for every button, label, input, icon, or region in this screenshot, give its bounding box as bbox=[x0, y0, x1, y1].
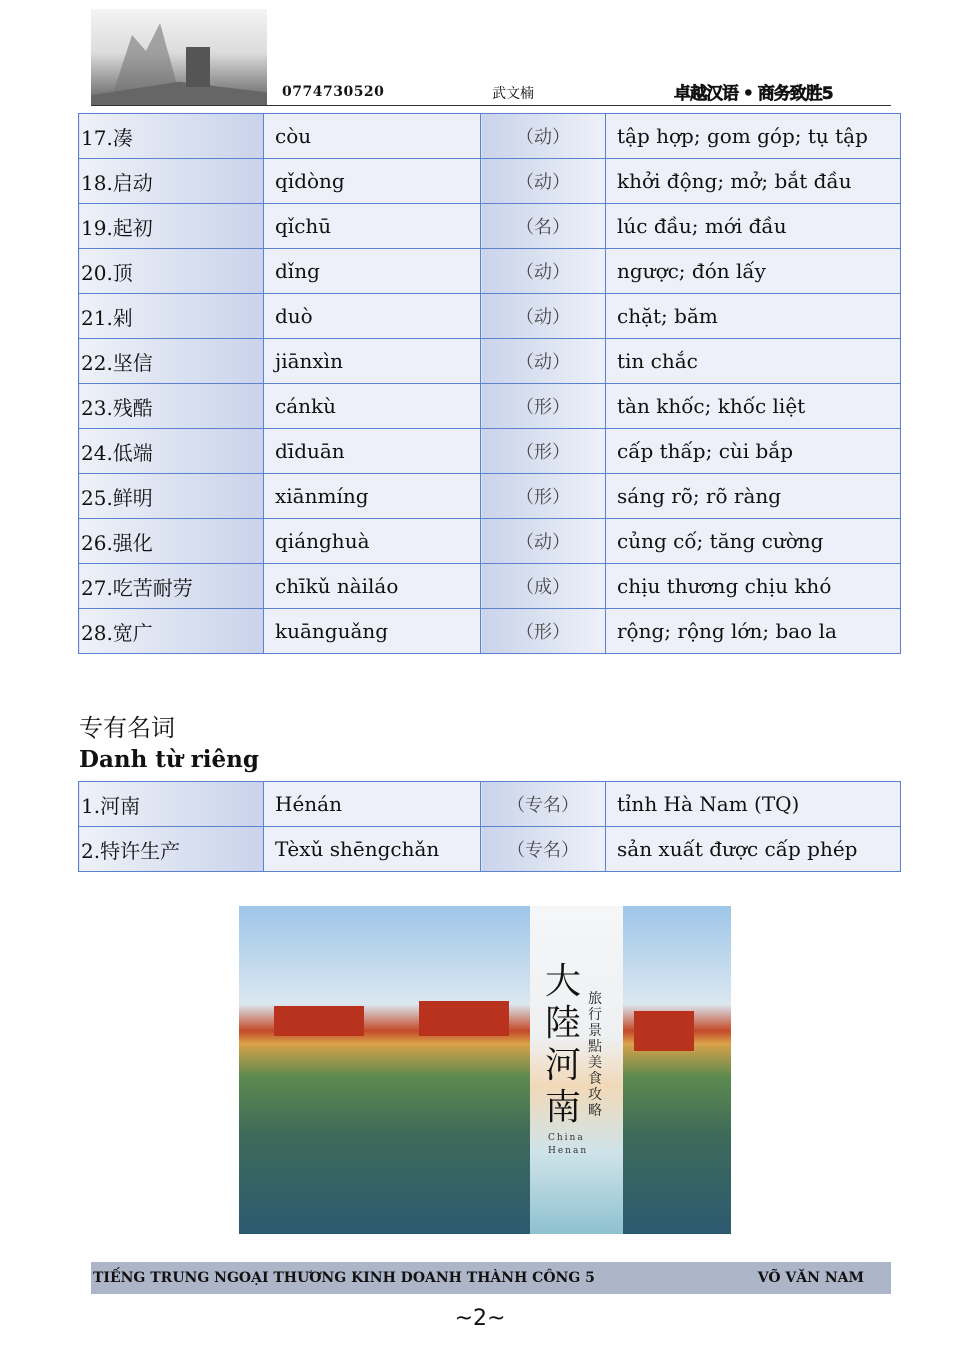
pinyin-cell: kuānguǎng bbox=[264, 609, 481, 654]
section-title-vi: Danh từ riêng bbox=[79, 746, 259, 773]
meaning-cell: khởi động; mở; bắt đầu bbox=[606, 159, 901, 204]
vocab-table bbox=[78, 113, 901, 654]
part-of-speech-cell: （动） bbox=[481, 339, 606, 384]
meaning-cell: củng cố; tăng cường bbox=[606, 519, 901, 564]
meaning-cell: sáng rõ; rõ ràng bbox=[606, 474, 901, 519]
section-title-cn: 专有名词 bbox=[79, 714, 175, 742]
header-divider bbox=[91, 105, 891, 106]
part-of-speech-cell: （名） bbox=[481, 204, 606, 249]
pinyin-cell: Tèxǔ shēngchǎn bbox=[264, 827, 481, 872]
photo-title-cn: 大陸河南 bbox=[545, 961, 582, 1128]
word-cell: 19.起初 bbox=[79, 204, 264, 249]
word-cell: 23.残酷 bbox=[79, 384, 264, 429]
photo-title-en-line: Henan bbox=[548, 1146, 589, 1156]
header-brand: 卓越汉语 • 商务致胜5 bbox=[674, 84, 833, 104]
table-row bbox=[79, 114, 901, 159]
table-row bbox=[79, 564, 901, 609]
henan-travel-photo bbox=[239, 906, 731, 1234]
pinyin-cell: duò bbox=[264, 294, 481, 339]
part-of-speech-cell: （形） bbox=[481, 384, 606, 429]
table-row bbox=[79, 519, 901, 564]
pinyin-cell: dǐng bbox=[264, 249, 481, 294]
photo-title-en-line: China bbox=[548, 1133, 585, 1143]
pinyin-cell: qǐchū bbox=[264, 204, 481, 249]
word-cell: 28.宽广 bbox=[79, 609, 264, 654]
table-row bbox=[79, 827, 901, 872]
part-of-speech-cell: （成） bbox=[481, 564, 606, 609]
pinyin-cell: còu bbox=[264, 114, 481, 159]
page-number: ~2~ bbox=[454, 1306, 506, 1331]
word-cell: 18.启动 bbox=[79, 159, 264, 204]
meaning-cell: tỉnh Hà Nam (TQ) bbox=[606, 782, 901, 827]
word-cell: 24.低端 bbox=[79, 429, 264, 474]
word-cell: 21.剁 bbox=[79, 294, 264, 339]
meaning-cell: tàn khốc; khốc liệt bbox=[606, 384, 901, 429]
table-row bbox=[79, 204, 901, 249]
meaning-cell: chịu thương chịu khó bbox=[606, 564, 901, 609]
word-cell: 17.凑 bbox=[79, 114, 264, 159]
meaning-cell: cấp thấp; cùi bắp bbox=[606, 429, 901, 474]
table-row bbox=[79, 384, 901, 429]
meaning-cell: chặt; băm bbox=[606, 294, 901, 339]
footer-author: VÕ VĂN NAM bbox=[757, 1270, 864, 1286]
photo-subtitle-cn: 旅行景點美食攻略 bbox=[588, 991, 602, 1119]
footer-bar bbox=[91, 1262, 891, 1294]
part-of-speech-cell: （动） bbox=[481, 294, 606, 339]
part-of-speech-cell: （专名） bbox=[481, 827, 606, 872]
header-phone: 0774730520 bbox=[282, 84, 385, 100]
pinyin-cell: chīkǔ nàiláo bbox=[264, 564, 481, 609]
pinyin-cell: cánkù bbox=[264, 384, 481, 429]
part-of-speech-cell: （形） bbox=[481, 474, 606, 519]
word-cell: 25.鲜明 bbox=[79, 474, 264, 519]
word-cell: 26.强化 bbox=[79, 519, 264, 564]
pinyin-cell: dīduān bbox=[264, 429, 481, 474]
table-row bbox=[79, 339, 901, 384]
word-cell: 27.吃苦耐劳 bbox=[79, 564, 264, 609]
table-row bbox=[79, 782, 901, 827]
word-cell: 1.河南 bbox=[79, 782, 264, 827]
pinyin-cell: qǐdòng bbox=[264, 159, 481, 204]
table-row bbox=[79, 249, 901, 294]
part-of-speech-cell: （形） bbox=[481, 429, 606, 474]
great-wall-logo-image bbox=[91, 9, 267, 106]
meaning-cell: sản xuất được cấp phép bbox=[606, 827, 901, 872]
meaning-cell: ngược; đón lấy bbox=[606, 249, 901, 294]
table-row bbox=[79, 294, 901, 339]
photo-title-banner bbox=[530, 906, 623, 1234]
part-of-speech-cell: （形） bbox=[481, 609, 606, 654]
part-of-speech-cell: （动） bbox=[481, 114, 606, 159]
table-row bbox=[79, 474, 901, 519]
meaning-cell: tin chắc bbox=[606, 339, 901, 384]
table-row bbox=[79, 609, 901, 654]
meaning-cell: tập hợp; gom góp; tụ tập bbox=[606, 114, 901, 159]
table-row bbox=[79, 159, 901, 204]
word-cell: 20.顶 bbox=[79, 249, 264, 294]
pinyin-cell: qiánghuà bbox=[264, 519, 481, 564]
part-of-speech-cell: （动） bbox=[481, 249, 606, 294]
proper-noun-table bbox=[78, 781, 901, 872]
meaning-cell: rộng; rộng lớn; bao la bbox=[606, 609, 901, 654]
footer-course-title: TIẾNG TRUNG NGOẠI THƯƠNG KINH DOANH THÀNH CÔNG 5 bbox=[93, 1270, 595, 1286]
word-cell: 22.坚信 bbox=[79, 339, 264, 384]
meaning-cell: lúc đầu; mới đầu bbox=[606, 204, 901, 249]
part-of-speech-cell: （动） bbox=[481, 519, 606, 564]
pinyin-cell: Hénán bbox=[264, 782, 481, 827]
part-of-speech-cell: （专名） bbox=[481, 782, 606, 827]
table-row bbox=[79, 429, 901, 474]
pinyin-cell: xiānmíng bbox=[264, 474, 481, 519]
part-of-speech-cell: （动） bbox=[481, 159, 606, 204]
word-cell: 2.特许生产 bbox=[79, 827, 264, 872]
pinyin-cell: jiānxìn bbox=[264, 339, 481, 384]
photo-title-en bbox=[548, 1132, 588, 1158]
header-author: 武文楠 bbox=[492, 86, 534, 102]
